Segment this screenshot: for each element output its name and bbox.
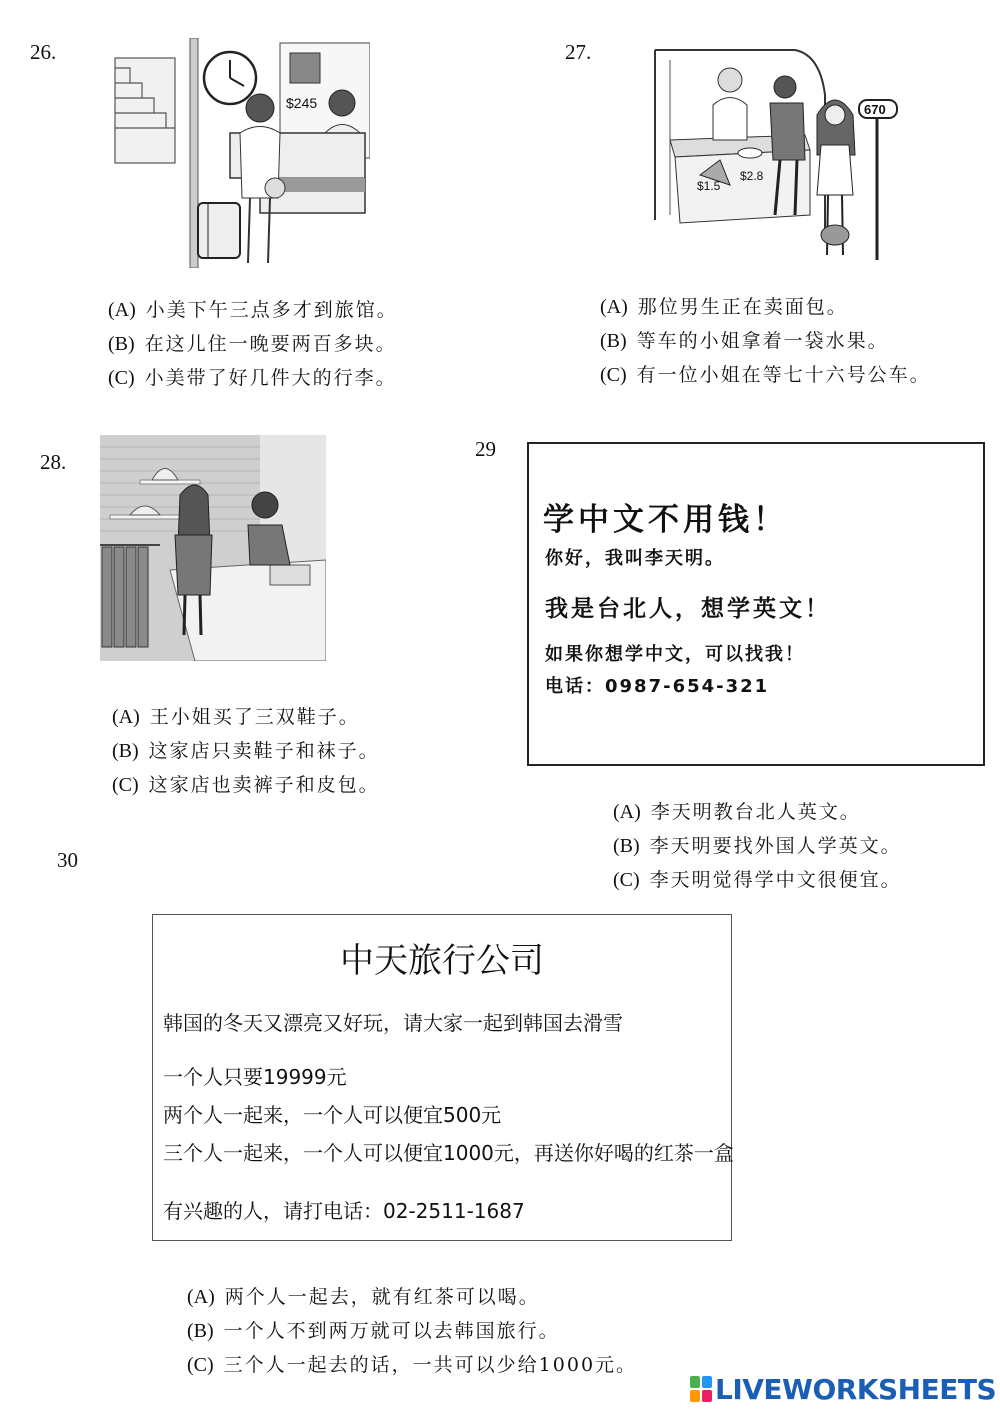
option-label: (A) [108,299,136,321]
question-26-options [108,293,398,395]
option-label: (C) [600,364,627,386]
option-c[interactable] [600,358,931,392]
option-b[interactable] [613,829,902,863]
question-29-options [613,795,902,897]
ad-company-title: 中天旅行公司 [340,941,544,981]
option-c[interactable] [112,768,380,802]
option-c[interactable] [108,361,398,395]
ad-contact: 有兴趣的人，请打电话：02-2511-1687 [163,1199,525,1223]
question-29-number: 29 [475,437,496,461]
option-b[interactable] [187,1314,637,1348]
option-c[interactable] [187,1348,637,1382]
ad-price-two: 两个人一起来，一个人可以便宜500元 [163,1103,502,1127]
logo-text: LIVEWORKSHEETS [715,1372,997,1406]
option-label: (A) [600,296,628,318]
option-label: (C) [613,869,640,891]
option-text: 王小姐买了三双鞋子。 [149,706,360,728]
option-text: 李天明教台北人英文。 [650,801,861,823]
option-a[interactable] [108,293,398,327]
option-label: (A) [187,1286,215,1308]
question-30-advertisement [152,914,732,1241]
option-b[interactable] [600,324,931,358]
question-26-number: 26. [30,40,57,64]
question-28-illustration-shop [100,435,326,661]
question-28-number: 28. [40,450,67,474]
question-30-options [187,1280,637,1382]
liveworksheets-logo[interactable] [690,1372,996,1406]
option-text: 这家店也卖裤子和皮包。 [148,774,380,796]
option-text: 小美带了好几件大的行李。 [144,367,397,389]
option-label: (B) [613,835,640,857]
option-text: 两个人一起去，就有红茶可以喝。 [224,1286,540,1308]
option-text: 李天明要找外国人学英文。 [649,835,902,857]
ad-headline: 学中文不用钱！ [543,502,788,538]
question-30-number: 30 [57,848,78,872]
question-26-illustration-hotel [110,38,370,268]
option-label: (A) [112,706,140,728]
option-a[interactable] [600,290,931,324]
question-29-advertisement [527,442,985,766]
ad-phone: 电话：0987-654-321 [545,676,770,697]
option-a[interactable] [613,795,902,829]
bus-number-670: 670 [864,102,886,117]
ad-price-three: 三个人一起来，一个人可以便宜1000元，再送你好喝的红茶一盒 [163,1141,734,1165]
option-b[interactable] [112,734,380,768]
option-label: (C) [108,367,135,389]
option-label: (B) [112,740,139,762]
question-27-illustration-food-stand [645,45,905,265]
ad-greeting: 你好，我叫李天明。 [545,548,725,569]
option-text: 等车的小姐拿着一袋水果。 [636,330,889,352]
option-label: (C) [112,774,139,796]
option-label: (B) [187,1320,214,1342]
option-a[interactable] [187,1280,637,1314]
question-27-number: 27. [565,40,592,64]
option-text: 李天明觉得学中文很便宜。 [649,869,902,891]
option-text: 这家店只卖鞋子和袜子。 [148,740,380,762]
option-text: 三个人一起去的话，一共可以少给1000元。 [223,1354,638,1376]
price-2-8: $2.8 [740,169,764,183]
price-1-5: $1.5 [697,179,721,193]
ad-intro: 我是台北人，想学英文！ [545,596,831,622]
option-label: (A) [613,801,641,823]
ad-price-single: 一个人只要19999元 [163,1065,347,1089]
option-a[interactable] [112,700,380,734]
ad-offer: 如果你想学中文，可以找我！ [545,644,805,665]
option-label: (B) [600,330,627,352]
option-text: 小美下午三点多才到旅馆。 [145,299,398,321]
option-b[interactable] [108,327,398,361]
option-text: 一个人不到两万就可以去韩国旅行。 [223,1320,560,1342]
price-tag-245: $245 [286,95,318,111]
option-text: 有一位小姐在等七十六号公车。 [636,364,931,386]
question-28-options [112,700,380,802]
liveworksheets-logo-icon [690,1376,712,1402]
option-c[interactable] [613,863,902,897]
option-label: (C) [187,1354,214,1376]
ad-intro: 韩国的冬天又漂亮又好玩，请大家一起到韩国去滑雪 [163,1011,623,1035]
question-27-options [600,290,931,392]
option-label: (B) [108,333,135,355]
option-text: 那位男生正在卖面包。 [637,296,848,318]
option-text: 在这儿住一晚要两百多块。 [144,333,397,355]
